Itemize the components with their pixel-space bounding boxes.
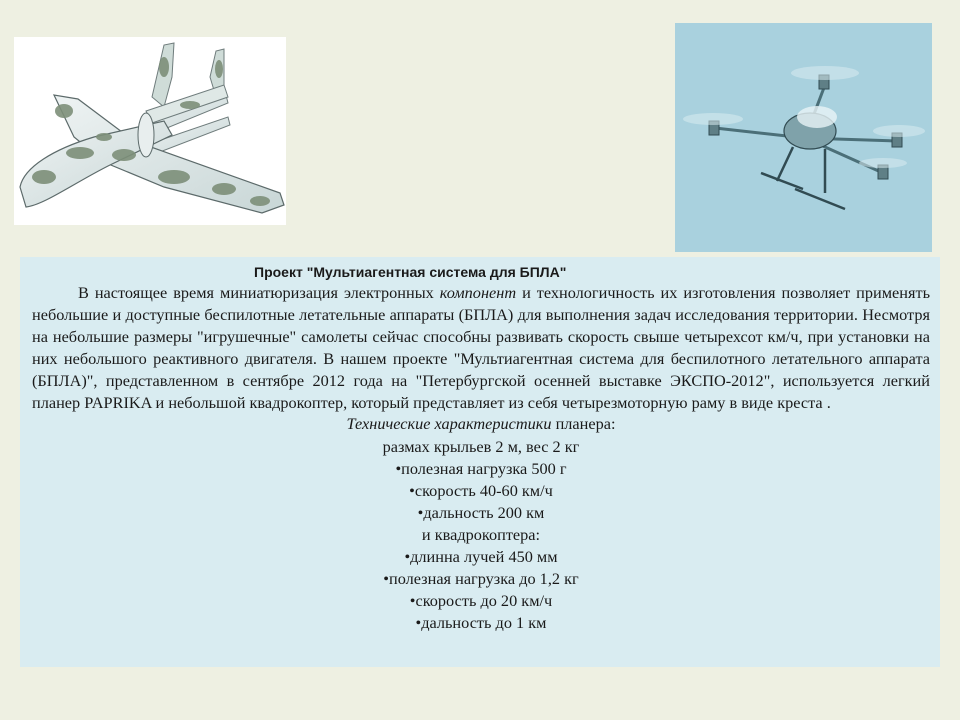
spec-line: •полезная нагрузка до 1,2 кг	[383, 569, 579, 589]
plane-image	[14, 37, 286, 225]
quad-heading: и квадрокоптера:	[421, 524, 541, 544]
spec-line: •скорость до 20 км/ч	[409, 591, 553, 611]
article-textbox	[20, 257, 940, 667]
spec-line: •дальность до 1 км	[415, 613, 547, 633]
specs-heading	[32, 413, 930, 435]
spec-line: размах крыльев 2 м, вес 2 кг	[382, 436, 580, 456]
specs-block	[32, 413, 930, 634]
article-body	[32, 282, 930, 413]
spec-line: •длинна лучей 450 мм	[404, 547, 558, 566]
article-title: Проект "Мультиагентная система для БПЛА"	[254, 264, 567, 280]
body-italic-word: компонент	[439, 283, 517, 302]
specs-heading-rest: планера:	[551, 414, 616, 434]
spec-line: •дальность 200 км	[417, 502, 545, 522]
body-part-2: и технологичность их изготовления позволяет применять небольшие и доступные беспилотные летательные аппараты (БПЛА) для выполнения задач исследования территории. Несмотря на небольшие размеры "игрушечные" самолеты сейчас способны развивать скорость свыше четырехсот км/ч, при установки на них небольшого реактивного двигателя. В нашем проекте "Мультиагентная система для беспилотного летательного аппарата (БПЛА)", представленном в сентябре 2012 года на "Петербургской осенней выставке ЭКСПО-2012", используется легкий планер PAPRIKA и небольшой квадрокоптер, который представляет из себя четырезмоторную раму в виде креста .	[32, 283, 930, 412]
drone-image	[675, 23, 932, 252]
body-part-1: В настоящее время миниатюризация электронных	[78, 283, 440, 302]
specs-heading-italic: Технические характеристики	[346, 414, 552, 434]
spec-line: •полезная нагрузка 500 г	[395, 458, 567, 478]
spec-line: •скорость 40-60 км/ч	[409, 480, 553, 500]
